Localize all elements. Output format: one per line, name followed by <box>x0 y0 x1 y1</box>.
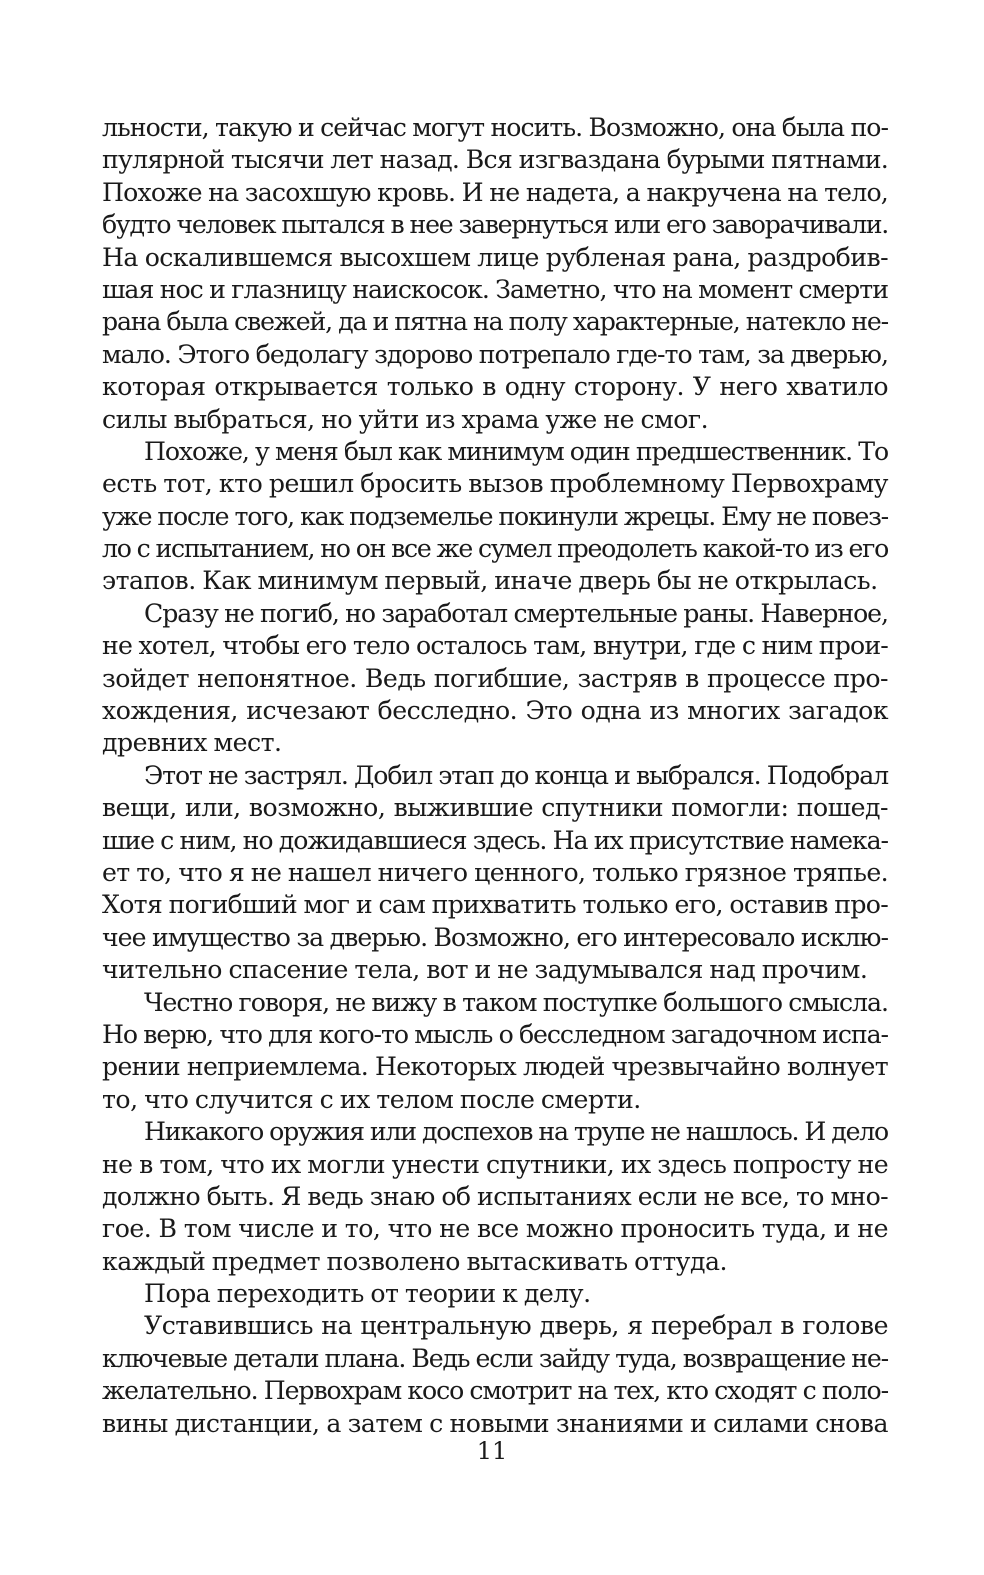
text-line: ло с испытанием, но он все же сумел преодолеть какой-то из его <box>102 534 888 564</box>
text-line: ет то, что я не нашел ничего ценного, только грязное тряпье. <box>102 857 888 887</box>
text-line: шие с ним, но дожидавшиеся здесь. На их присутствие намека- <box>102 825 888 855</box>
text-line: ключевые детали плана. Ведь если зайду туда, возвращение не- <box>102 1343 888 1373</box>
text-line: этапов. Как минимум первый, иначе дверь бы не открылась. <box>102 566 878 596</box>
text-line: хождения, исчезают бесследно. Это одна из многих загадок <box>102 696 888 726</box>
text-line: Похоже, у меня был как минимум один предшественник. То <box>144 436 888 466</box>
text-line: древних мест. <box>102 728 282 758</box>
text-line: мало. Этого бедолагу здорово потрепало где-то там, за дверью, <box>102 339 888 369</box>
text-line: чее имущество за дверью. Возможно, его интересовало исклю- <box>102 922 888 952</box>
text-line: гое. В том числе и то, что не все можно проносить туда, и не <box>102 1214 888 1244</box>
text-line: Пора переходить от теории к делу. <box>144 1279 591 1309</box>
text-line: не хотел, чтобы его тело осталось там, внутри, где с ним прои- <box>102 631 888 661</box>
text-line: будто человек пытался в нее завернуться или его заворачивали. <box>102 210 888 240</box>
book-page <box>102 112 888 1512</box>
text-line: вины дистанции, а затем с новыми знаниями и силами снова <box>102 1408 888 1438</box>
text-line: есть тот, кто решил бросить вызов проблемному Первохраму <box>102 469 888 499</box>
text-line: льности, такую и сейчас могут носить. Возможно, она была по- <box>102 113 888 142</box>
text-line: которая открывается только в одну сторону. У него хватило <box>102 372 888 402</box>
text-line: Этот не застрял. Добил этап до конца и выбрался. Подобрал <box>144 760 888 790</box>
text-line: рении неприемлема. Некоторых людей чрезвычайно волнует <box>102 1052 888 1082</box>
body-text <box>102 112 888 1440</box>
text-line: вещи, или, возможно, выжившие спутники помогли: пошед- <box>102 793 888 823</box>
text-line: Хотя погибший мог и сам прихватить только его, оставив про- <box>102 890 888 920</box>
page-number: 11 <box>476 1437 508 1465</box>
text-line: На оскалившемся высохшем лице рубленая рана, раздробив- <box>102 242 888 272</box>
text-line: Сразу не погиб, но заработал смертельные раны. Наверное, <box>144 598 888 628</box>
text-line: должно быть. Я ведь знаю об испытаниях если не все, то мно- <box>102 1181 888 1211</box>
text-line: уже после того, как подземелье покинули жрецы. Ему не повез- <box>102 501 888 531</box>
text-line: Никакого оружия или доспехов на трупе не нашлось. И дело <box>144 1117 888 1147</box>
text-line: пулярной тысячи лет назад. Вся изгваздана бурыми пятнами. <box>102 145 888 175</box>
text-line: чительно спасение тела, вот и не задумывался над прочим. <box>102 955 868 985</box>
text-line: шая нос и глазницу наискосок. Заметно, что на момент смерти <box>102 274 888 304</box>
text-line: каждый предмет позволено вытаскивать оттуда. <box>102 1246 727 1276</box>
text-line: Уставившись на центральную дверь, я перебрал в голове <box>144 1311 888 1341</box>
text-line: зойдет непонятное. Ведь погибшие, застряв в процессе про- <box>102 663 888 693</box>
text-line: желательно. Первохрам косо смотрит на тех, кто сходят с поло- <box>102 1376 888 1406</box>
text-line: силы выбраться, но уйти из храма уже не смог. <box>102 404 709 434</box>
text-line: рана была свежей, да и пятна на полу характерные, натекло не- <box>102 307 888 337</box>
text-line: Но верю, что для кого-то мысль о бесследном загадочном испа- <box>102 1019 888 1049</box>
text-line: не в том, что их могли унести спутники, их здесь попросту не <box>102 1149 888 1179</box>
text-line: то, что случится с их телом после смерти. <box>102 1084 641 1114</box>
text-line: Честно говоря, не вижу в таком поступке большого смысла. <box>144 987 888 1017</box>
text-line: Похоже на засохшую кровь. И не надета, а накручена на тело, <box>102 177 888 207</box>
